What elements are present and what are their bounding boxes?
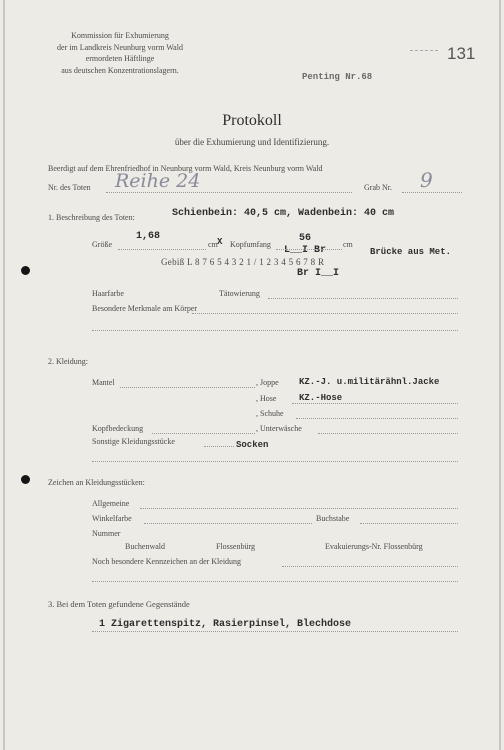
head-value: 56: [299, 233, 312, 244]
teeth-chart: Gebiß L 8 7 6 5 4 3 2 1 / 1 2 3 4 5 6 7 8 R: [161, 257, 325, 267]
flossenburg-label: Flossenbürg: [216, 542, 255, 551]
stamp-number: Penting Nr.68: [302, 72, 373, 82]
underwear-label: , Unterwäsche: [256, 424, 302, 433]
cm-label: cm: [208, 240, 218, 249]
dotted-line: [282, 566, 458, 567]
dotted-line: [92, 330, 458, 331]
cm-label-2: cm: [343, 240, 353, 249]
dotted-line: [402, 192, 462, 193]
page-number: 131: [447, 44, 476, 63]
dotted-line: [204, 446, 234, 447]
other-marks-label: Noch besondere Kennzeichen an der Kleidung: [92, 557, 242, 566]
head-typed: L__I Br: [284, 245, 327, 256]
grave-number-handwritten: 9: [420, 168, 433, 192]
dotted-line: [296, 418, 458, 419]
number-label: Nummer: [92, 529, 121, 538]
dotted-line: [292, 403, 458, 404]
clothing-marks-label: Zeichen an Kleidungsstücken:: [48, 478, 145, 487]
jacket-value: KZ.-J. u.militärähnl.Jacke: [299, 377, 440, 387]
other-clothing-label: Sonstige Kleidungsstücke: [92, 437, 175, 446]
dotted-line: [92, 461, 458, 462]
size-label: Größe: [92, 240, 112, 249]
section-3-value: 1 Zigarettenspitz, Rasierpinsel, Blechdose: [99, 619, 352, 630]
section-3-label: 3. Bei dem Toten gefundene Gegenstände: [48, 599, 190, 609]
buchenwald-label: Buchenwald: [125, 542, 165, 551]
general-label: Allgemeine: [92, 499, 130, 508]
shoes-label: , Schuhe: [256, 409, 284, 418]
grave-label: Grab Nr.: [364, 183, 392, 192]
dead-number-handwritten: Reihe 24: [115, 170, 201, 192]
organization-header: [40, 30, 200, 76]
hair-label: Haarfarbe: [92, 289, 124, 298]
bridge-note: Brücke aus Met.: [370, 247, 452, 257]
dotted-line: [92, 581, 458, 582]
punch-hole-top: [21, 266, 30, 275]
document-title: Protokoll: [222, 112, 282, 129]
punch-hole-bottom: [21, 475, 30, 484]
jacket-label: , Joppe: [256, 378, 279, 387]
org-line: ermordeten Häftlinge: [85, 54, 155, 63]
letter-label: Buchstabe: [316, 514, 350, 523]
dotted-line: [318, 433, 458, 434]
page-number-mark: [410, 50, 438, 51]
headwear-label: Kopfbedeckung: [92, 424, 144, 433]
angle-color-label: Winkelfarbe: [92, 514, 132, 523]
dotted-line: [118, 249, 206, 250]
document-subtitle: über die Exhumierung und Identifizierung.: [174, 137, 330, 147]
section-2-label: 2. Kleidung:: [48, 357, 88, 366]
pants-label: , Hose: [256, 394, 277, 403]
evacuation-number-label: Evakuierungs-Nr. Flossenbürg: [325, 542, 423, 551]
pants-value: KZ.-Hose: [299, 393, 343, 403]
other-clothing-value: Socken: [236, 440, 269, 450]
dotted-line: [276, 249, 342, 250]
dotted-line: [92, 631, 458, 632]
dotted-line: [144, 523, 312, 524]
section-1-typed: Schienbein: 40,5 cm, Wadenbein: 40 cm: [172, 208, 395, 219]
size-value: 1,68: [136, 231, 161, 242]
section-1-label: 1. Beschreibung des Toten:: [48, 213, 135, 222]
tattoo-label: Tätowierung: [219, 289, 260, 298]
dotted-line: [120, 387, 255, 388]
cm-strike: X: [217, 237, 223, 247]
dotted-line: [360, 523, 458, 524]
dead-number-label: Nr. des Toten: [48, 183, 91, 192]
dotted-line: [268, 298, 458, 299]
dotted-line: [152, 433, 255, 434]
org-line: der im Landkreis Neunburg vorm Wald: [57, 42, 183, 52]
dotted-line: [192, 313, 458, 314]
burial-line: Beerdigt auf dem Ehrenfriedhof in Neunburg vorm Wald, Kreis Neunburg vorm Wald: [48, 164, 323, 173]
teeth-typed: Br I__I: [297, 268, 340, 279]
org-line: aus deutschen Konzentrationslagern.: [61, 65, 179, 75]
dotted-line: [106, 192, 352, 193]
marks-label: Besondere Merkmale am Körper: [92, 304, 198, 313]
dotted-line: [140, 508, 458, 509]
coat-label: Mantel: [92, 378, 115, 387]
org-line: Kommission für Exhumierung: [71, 31, 169, 40]
head-label: Kopfumfang: [230, 240, 271, 249]
